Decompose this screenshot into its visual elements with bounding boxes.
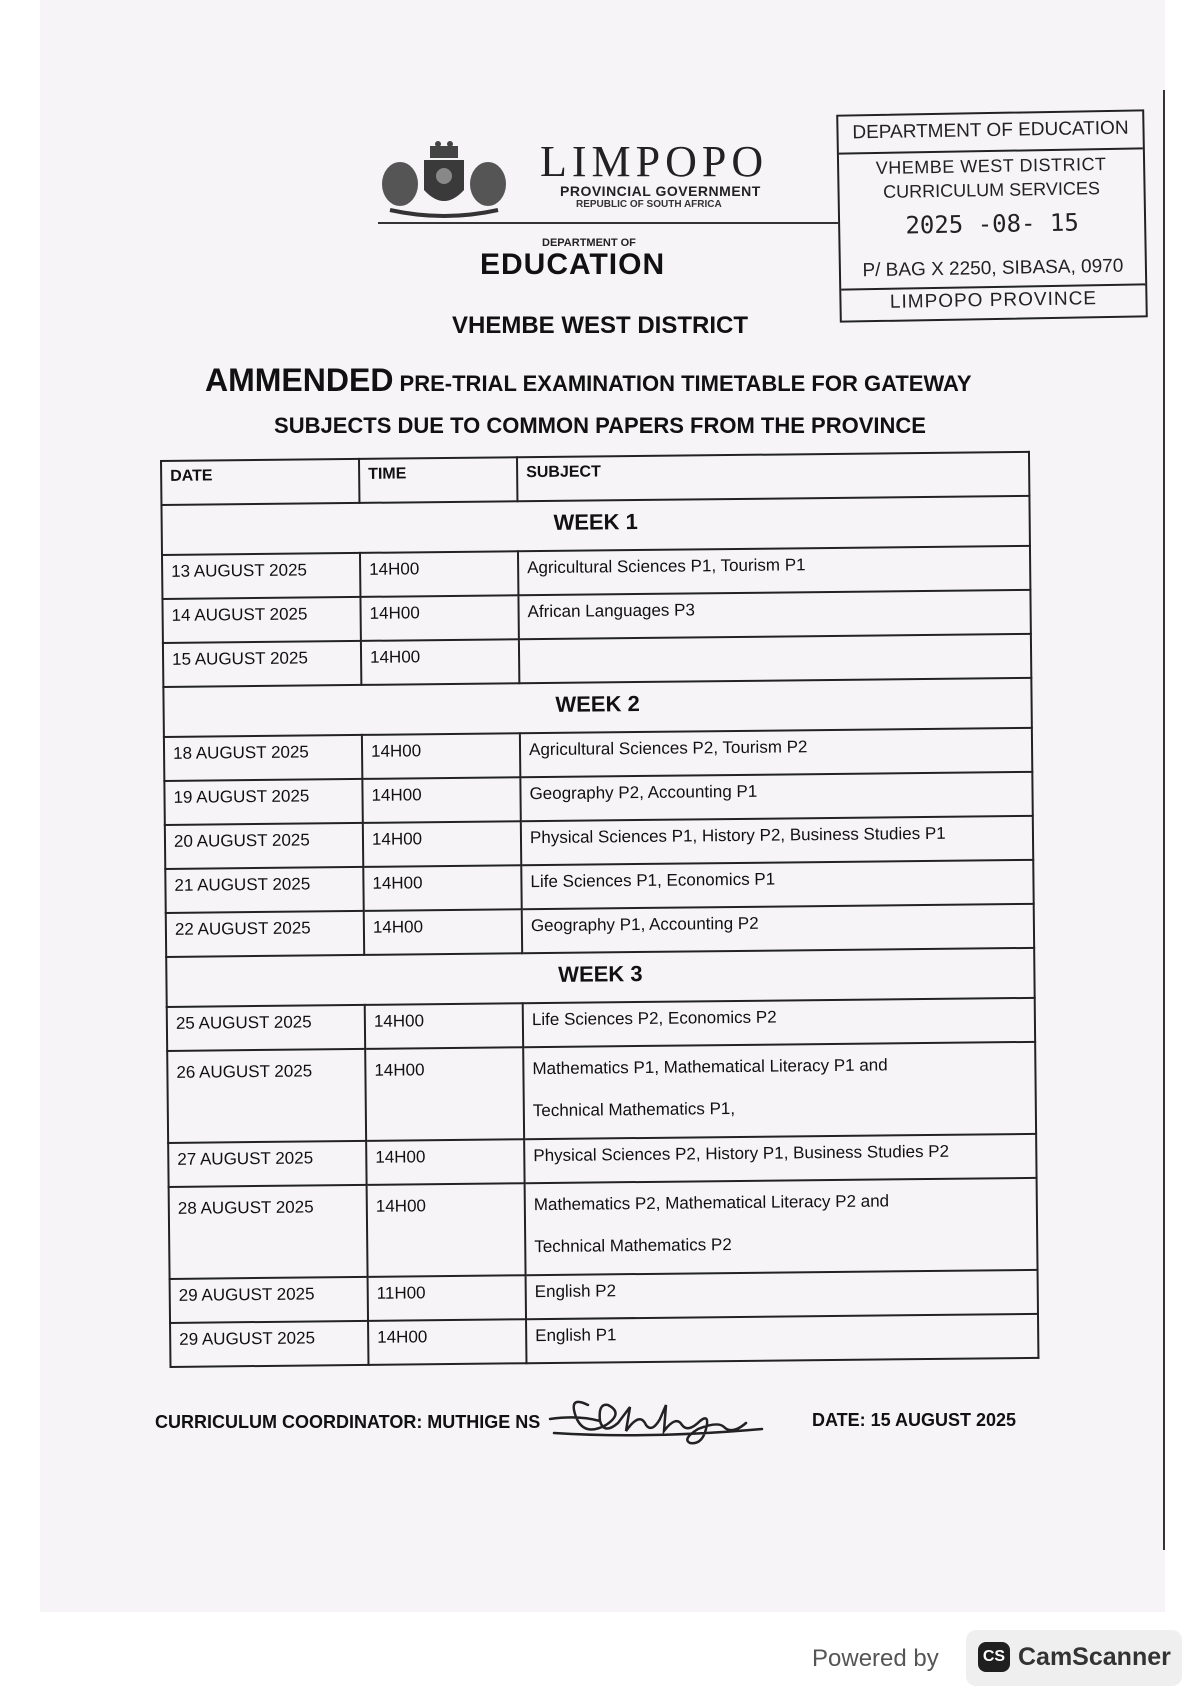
title-line1: PRE-TRIAL EXAMINATION TIMETABLE FOR GATEWAY xyxy=(393,371,972,396)
row-time: 14H00 xyxy=(363,821,521,867)
camscanner-badge xyxy=(966,1630,1182,1686)
week-row xyxy=(163,678,1031,737)
stamp-services: CURRICULUM SERVICES xyxy=(883,178,1101,202)
camscanner-brand: CamScanner xyxy=(1018,1643,1171,1671)
row-subject: Physical Sciences P1, History P2, Business Studies P1 xyxy=(521,816,1033,865)
row-date: 20 AUGUST 2025 xyxy=(165,823,363,869)
province-name: LIMPOPO xyxy=(540,137,769,186)
row-time: 14H00 xyxy=(366,1139,524,1185)
stamp-date: 2025 -08- 15 xyxy=(905,208,1080,240)
row-subject: Geography P2, Accounting P1 xyxy=(520,772,1032,821)
row-time: 14H00 xyxy=(361,639,519,685)
ammended-label: AMMENDED xyxy=(205,362,394,398)
row-date: 13 AUGUST 2025 xyxy=(162,553,360,599)
page-edge-shadow xyxy=(1163,90,1165,1550)
row-subject xyxy=(525,1178,1038,1275)
row-date: 28 AUGUST 2025 xyxy=(169,1185,368,1279)
header-divider xyxy=(378,222,838,224)
row-time: 14H00 xyxy=(367,1183,526,1277)
row-subject: Physical Sciences P2, History P1, Business Studies P2 xyxy=(524,1134,1036,1183)
education-label: EDUCATION xyxy=(480,248,666,281)
row-date: 21 AUGUST 2025 xyxy=(165,867,363,913)
row-time: 14H00 xyxy=(368,1319,526,1365)
row-subject-line1: Mathematics P2, Mathematical Literacy P2 and xyxy=(533,1191,890,1215)
row-time: 14H00 xyxy=(363,865,521,911)
row-date: 29 AUGUST 2025 xyxy=(170,1321,368,1367)
row-time: 14H00 xyxy=(365,1003,523,1049)
row-subject: English P2 xyxy=(526,1270,1038,1319)
table-row xyxy=(170,1314,1038,1367)
week-label: WEEK 3 xyxy=(166,948,1034,1007)
row-subject-line2: Technical Mathematics P2 xyxy=(534,1235,732,1257)
row-date: 15 AUGUST 2025 xyxy=(163,641,361,687)
header-subject: SUBJECT xyxy=(517,452,1029,501)
row-date: 14 AUGUST 2025 xyxy=(162,597,360,643)
row-date: 27 AUGUST 2025 xyxy=(168,1141,366,1187)
camscanner-logo-icon: CS xyxy=(978,1642,1010,1672)
coat-of-arms-icon xyxy=(380,140,508,218)
row-subject: African Languages P3 xyxy=(518,590,1030,639)
row-subject: Geography P1, Accounting P2 xyxy=(522,904,1034,953)
row-time: 14H00 xyxy=(362,733,520,779)
week-label: WEEK 1 xyxy=(161,496,1029,555)
week-row xyxy=(166,948,1034,1007)
stamp-department: DEPARTMENT OF EDUCATION xyxy=(852,117,1129,144)
row-date: 25 AUGUST 2025 xyxy=(167,1005,365,1051)
row-time: 11H00 xyxy=(368,1275,526,1321)
timetable xyxy=(160,451,1039,1368)
department-stamp xyxy=(836,109,1148,322)
row-time: 14H00 xyxy=(364,909,522,955)
department-of-label: DEPARTMENT OF xyxy=(542,237,636,249)
republic-label: REPUBLIC OF SOUTH AFRICA xyxy=(576,199,722,210)
row-time: 14H00 xyxy=(362,777,520,823)
row-subject: Life Sciences P1, Economics P1 xyxy=(521,860,1033,909)
row-date: 22 AUGUST 2025 xyxy=(166,911,364,957)
table-row xyxy=(167,1042,1036,1143)
row-time: 14H00 xyxy=(360,551,518,597)
provincial-government: PROVINCIAL GOVERNMENT xyxy=(560,183,761,199)
row-subject: Agricultural Sciences P1, Tourism P1 xyxy=(518,546,1030,595)
row-subject: English P1 xyxy=(526,1314,1038,1363)
row-date: 29 AUGUST 2025 xyxy=(170,1277,368,1323)
coordinator-label: CURRICULUM COORDINATOR: MUTHIGE NS xyxy=(155,1412,541,1432)
stamp-address: P/ BAG X 2250, SIBASA, 0970 xyxy=(862,255,1124,282)
stamp-district: VHEMBE WEST DISTRICT xyxy=(875,153,1107,179)
row-date: 26 AUGUST 2025 xyxy=(167,1049,366,1143)
week-row xyxy=(161,496,1029,555)
row-subject: Life Sciences P2, Economics P2 xyxy=(523,998,1035,1047)
row-time: 14H00 xyxy=(360,595,518,641)
row-subject: Agricultural Sciences P2, Tourism P2 xyxy=(520,728,1032,777)
row-subject xyxy=(519,634,1031,683)
row-subject-line2: Technical Mathematics P1, xyxy=(532,1099,736,1121)
row-time: 14H00 xyxy=(365,1047,524,1141)
powered-by-label: Powered by xyxy=(812,1645,939,1672)
signature-icon xyxy=(548,1385,768,1447)
header-date: DATE xyxy=(161,459,359,505)
row-subject xyxy=(523,1042,1036,1139)
footer-date: DATE: 15 AUGUST 2025 xyxy=(812,1410,1017,1430)
table-row xyxy=(169,1178,1038,1279)
stamp-province: LIMPOPO PROVINCE xyxy=(889,288,1098,313)
row-date: 18 AUGUST 2025 xyxy=(164,735,362,781)
header-time: TIME xyxy=(359,457,517,503)
week-label: WEEK 2 xyxy=(163,678,1031,737)
district-heading: VHEMBE WEST DISTRICT xyxy=(451,312,748,339)
document-title xyxy=(205,362,972,399)
document-subtitle: SUBJECTS DUE TO COMMON PAPERS FROM THE PROVINCE xyxy=(274,413,926,438)
row-date: 19 AUGUST 2025 xyxy=(164,779,362,825)
row-subject-line1: Mathematics P1, Mathematical Literacy P1 and xyxy=(532,1055,888,1079)
